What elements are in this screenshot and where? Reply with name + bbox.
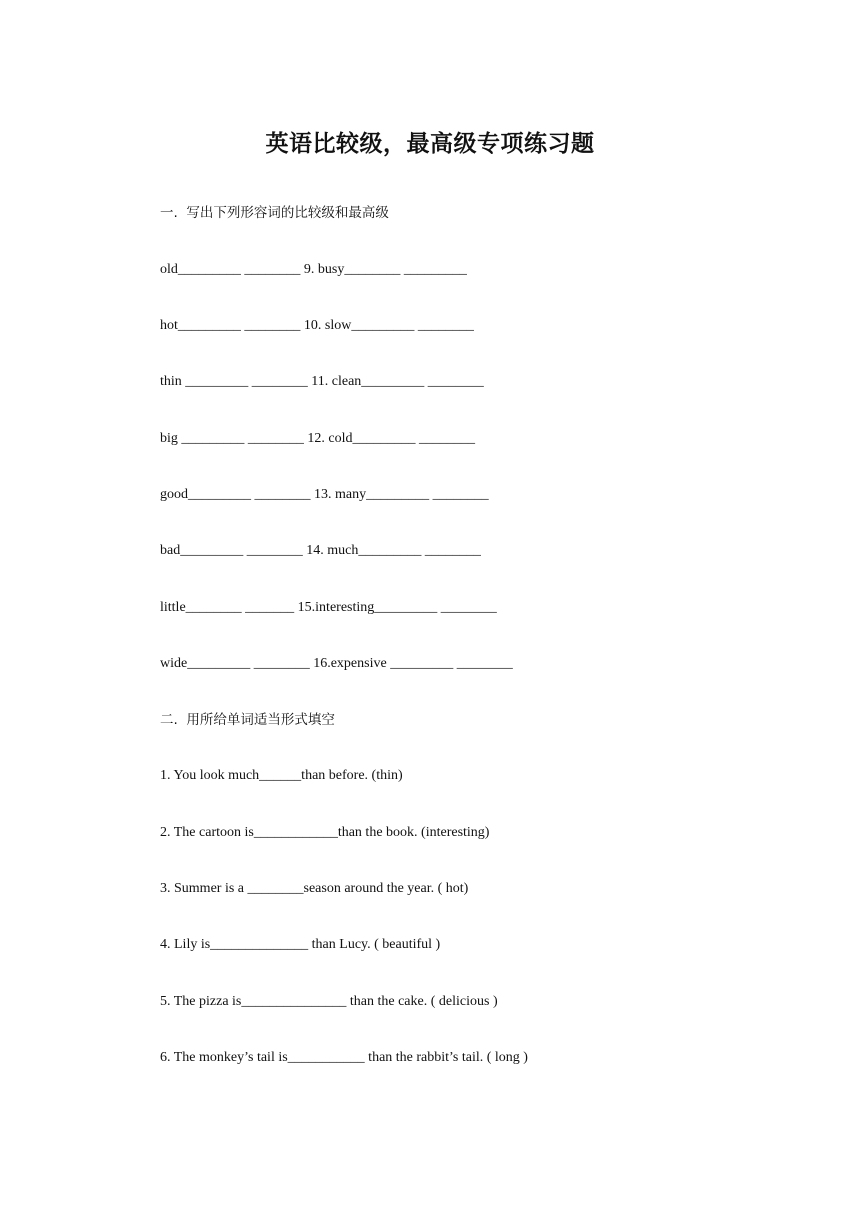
exercise-line: old_________ ________ 9. busy________ _________ [160,262,467,277]
exercise-line: 6. The monkey’s tail is___________ than the rabbit’s tail. ( long ) [160,1050,528,1065]
exercise-line: little________ _______ 15.interesting_________ ________ [160,600,497,615]
exercise-line: wide_________ ________ 16.expensive _________ ________ [160,656,513,671]
section-1-heading: 一. 写出下列形容词的比较级和最高级 [160,205,389,221]
exercise-line: big _________ ________ 12. cold_________ ________ [160,431,475,446]
exercise-line: hot_________ ________ 10. slow_________ ________ [160,318,474,333]
exercise-line: 5. The pizza is_______________ than the cake. ( delicious ) [160,994,498,1009]
exercise-line: 2. The cartoon is____________than the book. (interesting) [160,825,490,840]
exercise-line: thin _________ ________ 11. clean_________ ________ [160,374,484,389]
exercise-line: bad_________ ________ 14. much_________ ________ [160,543,481,558]
exercise-line: 1. You look much______than before. (thin) [160,768,403,783]
exercise-line: good_________ ________ 13. many_________ ________ [160,487,489,502]
exercise-line: 3. Summer is a ________season around the year. ( hot) [160,881,469,896]
document-title: 英语比较级，最高级专项练习题 [265,131,595,157]
exercise-line: 4. Lily is______________ than Lucy. ( beautiful ) [160,937,441,952]
section-2-heading: 二. 用所给单词适当形式填空 [160,712,335,728]
